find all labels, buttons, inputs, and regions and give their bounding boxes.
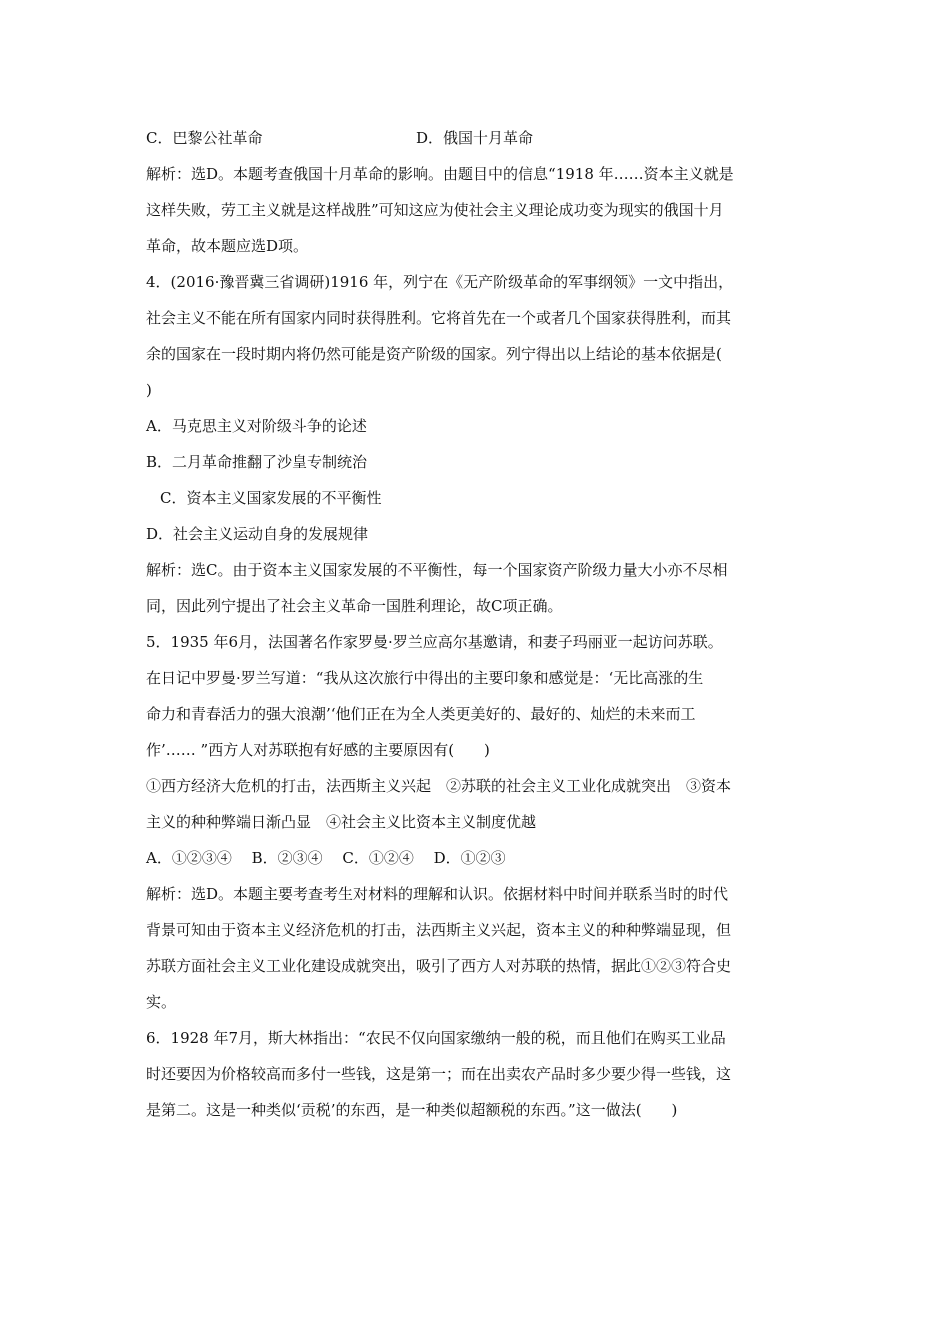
- q4-stem-line: 4．(2016·豫晋冀三省调研)1916 年，列宁在《无产阶级革命的军事纲领》一文中指出，: [146, 273, 734, 291]
- q5-analysis-line: 实。: [146, 993, 177, 1011]
- document-page: [146, 120, 806, 1128]
- q4-option-a: A．马克思主义对阶级斗争的论述: [146, 417, 367, 435]
- q3-option-d: D．俄国十月革命: [416, 129, 534, 147]
- q5-stem-line: 5．1935 年6月，法国著名作家罗曼·罗兰应高尔基邀请，和妻子玛丽亚一起访问苏联。: [146, 633, 723, 651]
- q3-analysis-line: 革命，故本题应选D项。: [146, 237, 309, 255]
- q3-option-c: C．巴黎公社革命: [146, 129, 263, 147]
- q4-option-c: C．资本主义国家发展的不平衡性: [160, 489, 382, 507]
- q5-items-line: ①西方经济大危机的打击，法西斯主义兴起 ②苏联的社会主义工业化成就突出 ③资本: [146, 777, 732, 795]
- q3-analysis-line: 这样失败，劳工主义就是这样战胜”可知这应为使社会主义理论成功变为现实的俄国十月: [146, 201, 724, 219]
- q5-analysis-line: 苏联方面社会主义工业化建设成就突出，吸引了西方人对苏联的热情，据此①②③符合史: [146, 957, 732, 975]
- q4-stem-line: 余的国家在一段时期内将仍然可能是资产阶级的国家。列宁得出以上结论的基本依据是(: [146, 345, 722, 363]
- q4-option-b: B．二月革命推翻了沙皇专制统治: [146, 453, 368, 471]
- q5-analysis-line: 背景可知由于资本主义经济危机的打击，法西斯主义兴起，资本主义的种种弊端显现，但: [146, 921, 732, 939]
- q4-analysis-line: 解析：选C。由于资本主义国家发展的不平衡性，每一个国家资产阶级力量大小亦不尽相: [146, 561, 728, 579]
- q4-stem-line: ): [146, 381, 152, 399]
- q4-option-d: D．社会主义运动自身的发展规律: [146, 525, 369, 543]
- q6-stem-line: 是第二。这是一种类似‘贡税’的东西，是一种类似超额税的东西。”这一做法( ): [146, 1101, 678, 1119]
- q5-stem-line: 命力和青春活力的强大浪潮’‘他们正在为全人类更美好的、最好的、灿烂的未来而工: [146, 705, 696, 723]
- q5-analysis-line: 解析：选D。本题主要考查考生对材料的理解和认识。依据材料中时间并联系当时的时代: [146, 885, 729, 903]
- q6-stem-line: 时还要因为价格较高而多付一些钱，这是第一；而在出卖农产品时多少要少得一些钱，这: [146, 1065, 732, 1083]
- q4-analysis-line: 同，因此列宁提出了社会主义革命一国胜利理论，故C项正确。: [146, 597, 563, 615]
- q3-analysis-line: 解析：选D。本题考查俄国十月革命的影响。由题目中的信息“1918 年……资本主义就是: [146, 165, 734, 183]
- q4-stem-line: 社会主义不能在所有国家内同时获得胜利。它将首先在一个或者几个国家获得胜利，而其: [146, 309, 732, 327]
- q5-stem-line: 在日记中罗曼·罗兰写道：“我从这次旅行中得出的主要印象和感觉是：‘无比高涨的生: [146, 669, 704, 687]
- q6-stem-line: 6．1928 年7月，斯大林指出：“农民不仅向国家缴纳一般的税，而且他们在购买工业品: [146, 1029, 726, 1047]
- q5-items-line: 主义的种种弊端日渐凸显 ④社会主义比资本主义制度优越: [146, 813, 537, 831]
- q5-options: A．①②③④ B．②③④ C．①②④ D．①②③: [146, 849, 506, 867]
- q3-options-row: [146, 120, 806, 156]
- q5-stem-line: 作’…… ”西方人对苏联抱有好感的主要原因有( ): [146, 741, 490, 759]
